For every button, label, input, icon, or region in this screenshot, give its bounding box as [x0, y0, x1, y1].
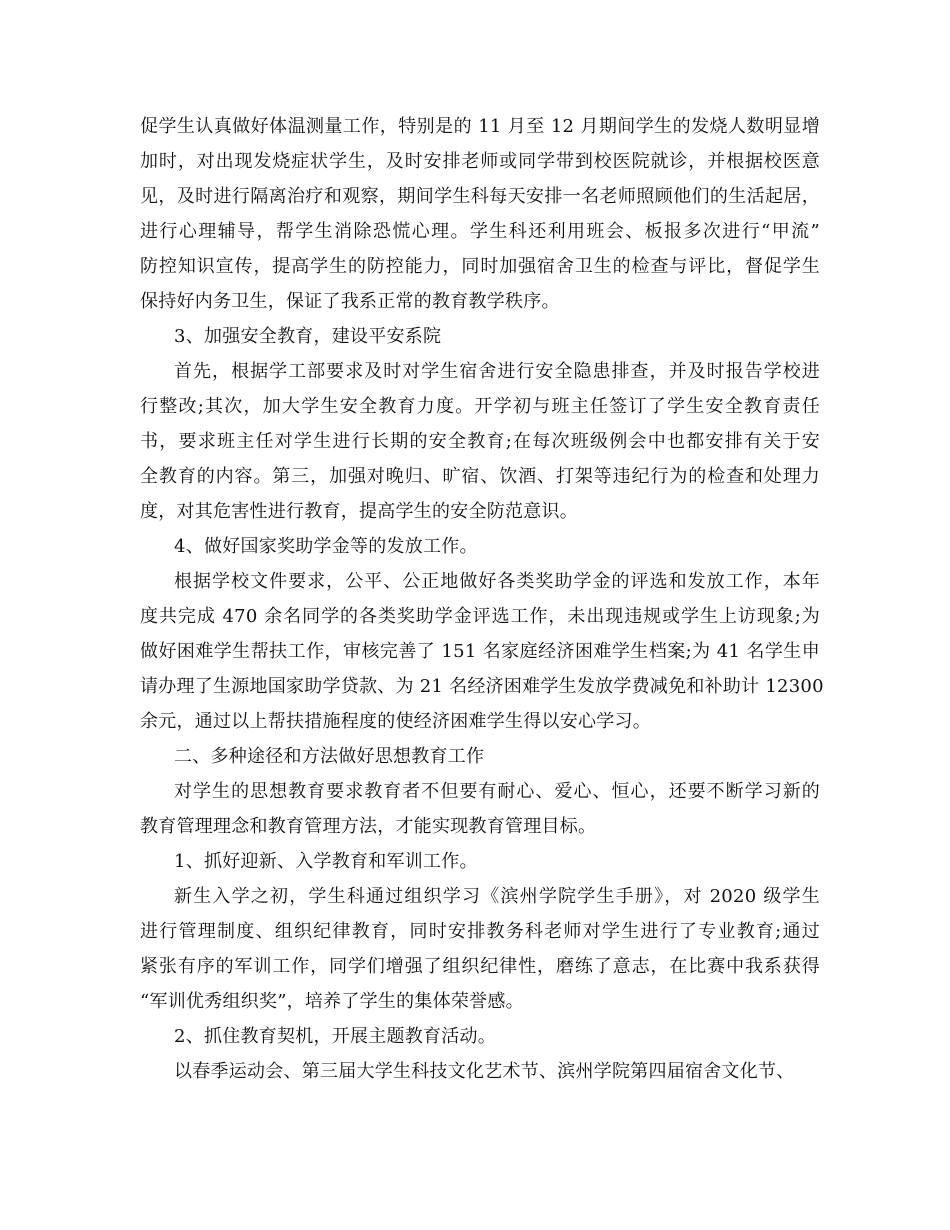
text-line: 行整改;其次，加大学生安全教育力度。开学初与班主任签订了学生安全教育责任	[140, 396, 820, 417]
text-line: 根据学校文件要求，公平、公正地做好各类奖助学金的评选和发放工作，本年	[174, 571, 820, 592]
text-line: 度共完成 470 余名同学的各类奖助学金评选工作，未出现违规或学生上访现象;为	[140, 606, 820, 627]
text-line: 加时，对出现发烧症状学生，及时安排老师或同学带到校医院就诊，并根据校医意	[140, 151, 820, 172]
text-line: 进行心理辅导，帮学生消除恐慌心理。学生科还利用班会、板报多次进行“甲流”	[140, 221, 820, 242]
text-line: 紧张有序的军训工作，同学们增强了组织纪律性，磨练了意志，在比赛中我系获得	[140, 956, 820, 977]
text-line: 书，要求班主任对学生进行长期的安全教育;在每次班级例会中也都安排有关于安	[140, 431, 820, 452]
text-line: 促学生认真做好体温测量工作，特别是的 11 月至 12 月期间学生的发烧人数明显增	[140, 116, 820, 137]
text-line: 首先，根据学工部要求及时对学生宿舍进行安全隐患排查，并及时报告学校进	[174, 361, 820, 382]
text-line: 对学生的思想教育要求教育者不但要有耐心、爱心、恒心，还要不断学习新的	[174, 781, 820, 802]
text-line: 进行管理制度、组织纪律教育，同时安排教务科老师对学生进行了专业教育;通过	[140, 921, 820, 942]
text-line: 度，对其危害性进行教育，提高学生的安全防范意识。	[140, 501, 578, 522]
text-line: 以春季运动会、第三届大学生科技文化艺术节、滨州学院第四届宿舍文化节、	[174, 1061, 795, 1082]
text-line: 防控知识宣传，提高学生的防控能力，同时加强宿舍卫生的检查与评比，督促学生	[140, 256, 820, 277]
section-heading: 4、做好国家奖助学金等的发放工作。	[174, 536, 478, 557]
text-line: 教育管理理念和教育管理方法，才能实现教育管理目标。	[140, 816, 597, 837]
text-line: 新生入学之初，学生科通过组织学习《滨州学院学生手册》，对 2020 级学生	[174, 886, 820, 907]
text-line: 见，及时进行隔离治疗和观察，期间学生科每天安排一名老师照顾他们的生活起居，	[140, 186, 820, 207]
text-line: 全教育的内容。第三，加强对晚归、旷宿、饮酒、打架等违纪行为的检查和处理力	[140, 466, 820, 487]
text-line: 请办理了生源地国家助学贷款、为 21 名经济困难学生发放学费减免和补助计 12300	[140, 676, 824, 697]
section-heading: 1、抓好迎新、入学教育和军训工作。	[174, 851, 478, 872]
text-line: 做好困难学生帮扶工作，审核完善了 151 名家庭经济困难学生档案;为 41 名学生申	[140, 641, 820, 662]
section-heading: 2、抓住教育契机，开展主题教育活动。	[174, 1026, 496, 1047]
section-heading: 二、多种途径和方法做好思想教育工作	[174, 746, 485, 767]
text-line: “军训优秀组织奖”，培养了学生的集体荣誉感。	[140, 991, 524, 1012]
text-line: 保持好内务卫生，保证了我系正常的教育教学秩序。	[140, 291, 560, 312]
text-line: 余元，通过以上帮扶措施程度的使经济困难学生得以安心学习。	[140, 711, 651, 732]
section-heading: 3、加强安全教育，建设平安系院	[174, 326, 442, 347]
